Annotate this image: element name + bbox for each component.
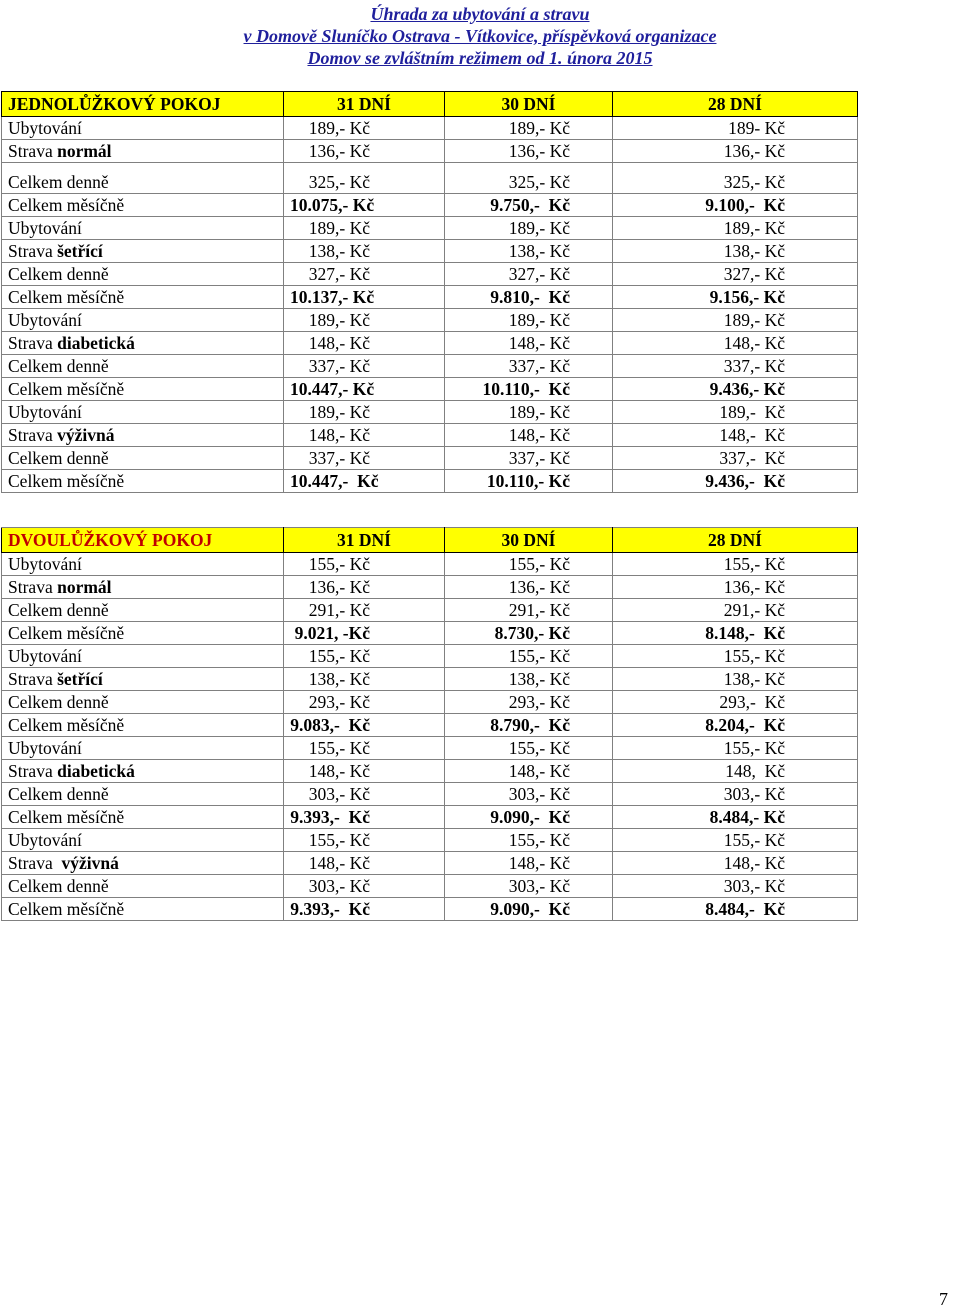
table-row (2, 263, 858, 286)
row-label-text: Ubytování (8, 830, 82, 850)
price-cell: 189,- Kč (284, 117, 445, 140)
row-label-text: Celkem měsíčně (8, 715, 125, 735)
price-cell: 138,- Kč (613, 668, 858, 691)
price-cell: 9.393,- Kč (284, 806, 445, 829)
row-label (2, 806, 284, 829)
price-cell: 148, Kč (613, 760, 858, 783)
table-row (2, 355, 858, 378)
row-label (2, 898, 284, 921)
row-label-text: Celkem denně (8, 784, 109, 804)
row-label (2, 599, 284, 622)
row-label (2, 691, 284, 714)
price-cell: 136,- Kč (284, 576, 445, 599)
price-cell: 189,- Kč (613, 217, 858, 240)
row-label-text: Celkem měsíčně (8, 899, 125, 919)
price-cell: 189,- Kč (284, 309, 445, 332)
table-row (2, 714, 858, 737)
table-row (2, 760, 858, 783)
price-cell: 9.750,- Kč (445, 194, 613, 217)
table-row (2, 599, 858, 622)
table-row (2, 286, 858, 309)
price-cell: 138,- Kč (445, 668, 613, 691)
double-room-table (1, 527, 858, 921)
price-cell: 148,- Kč (445, 760, 613, 783)
row-label (2, 737, 284, 760)
table-row (2, 378, 858, 401)
price-cell: 189- Kč (613, 117, 858, 140)
row-label (2, 401, 284, 424)
row-label (2, 163, 284, 194)
price-cell: 189,- Kč (284, 401, 445, 424)
row-label (2, 783, 284, 806)
price-cell: 291,- Kč (613, 599, 858, 622)
row-label-text: Strava (8, 141, 58, 161)
row-label (2, 332, 284, 355)
price-cell: 138,- Kč (445, 240, 613, 263)
row-label-text: Celkem měsíčně (8, 287, 125, 307)
row-label-text: Celkem denně (8, 264, 109, 284)
price-cell: 155,- Kč (613, 737, 858, 760)
price-cell: 9.436,- Kč (613, 470, 858, 493)
price-cell: 291,- Kč (445, 599, 613, 622)
double-room-col-header: 28 DNÍ (613, 528, 858, 553)
single-room-col-header: 31 DNÍ (284, 92, 445, 117)
price-cell: 8.730,- Kč (445, 622, 613, 645)
doc-valid-from: Domov se zvláštním režimem od 1. února 2015 (307, 48, 653, 68)
price-cell: 138,- Kč (284, 240, 445, 263)
price-cell: 189,- Kč (445, 117, 613, 140)
price-cell: 136,- Kč (613, 140, 858, 163)
row-label (2, 378, 284, 401)
price-cell: 303,- Kč (613, 783, 858, 806)
table-row (2, 194, 858, 217)
price-cell: 155,- Kč (284, 645, 445, 668)
table-row (2, 163, 858, 194)
price-cell: 10.110,- Kč (445, 470, 613, 493)
table-row (2, 829, 858, 852)
table-row (2, 852, 858, 875)
row-label-text: Celkem denně (8, 356, 109, 376)
price-cell: 9.436,- Kč (613, 378, 858, 401)
table-row (2, 240, 858, 263)
row-label (2, 140, 284, 163)
diet-type: výživná (57, 425, 115, 445)
price-cell: 8.148,- Kč (613, 622, 858, 645)
price-cell: 325,- Kč (445, 163, 613, 194)
diet-type: diabetická (57, 333, 135, 353)
table-row (2, 576, 858, 599)
row-label-text: Celkem denně (8, 600, 109, 620)
price-cell: 325,- Kč (613, 163, 858, 194)
row-label (2, 622, 284, 645)
row-label-text: Strava (8, 333, 58, 353)
price-cell: 148,- Kč (613, 332, 858, 355)
row-label-text: Celkem měsíčně (8, 807, 125, 827)
price-cell: 9.100,- Kč (613, 194, 858, 217)
row-label-text: Celkem denně (8, 692, 109, 712)
table-row (2, 875, 858, 898)
table-row (2, 140, 858, 163)
price-cell: 189,- Kč (445, 309, 613, 332)
single-room-header-row (2, 92, 858, 117)
row-label (2, 760, 284, 783)
table-row (2, 447, 858, 470)
price-cell: 327,- Kč (613, 263, 858, 286)
row-label (2, 263, 284, 286)
price-cell: 9.021, -Kč (284, 622, 445, 645)
price-cell: 136,- Kč (284, 140, 445, 163)
price-cell: 148,- Kč (613, 852, 858, 875)
diet-type: normál (57, 141, 112, 161)
price-cell: 337,- Kč (613, 355, 858, 378)
row-label-text: Ubytování (8, 646, 82, 666)
price-cell: 10.075,- Kč (284, 194, 445, 217)
table-row (2, 691, 858, 714)
price-cell: 155,- Kč (445, 645, 613, 668)
price-cell: 155,- Kč (613, 553, 858, 576)
row-label-text: Strava (8, 577, 58, 597)
price-cell: 9.810,- Kč (445, 286, 613, 309)
table-row (2, 898, 858, 921)
table-row (2, 117, 858, 140)
row-label (2, 576, 284, 599)
row-label-text: Ubytování (8, 310, 82, 330)
price-cell: 8.204,- Kč (613, 714, 858, 737)
price-cell: 155,- Kč (445, 737, 613, 760)
price-cell: 325,- Kč (284, 163, 445, 194)
price-cell: 148,- Kč (613, 424, 858, 447)
price-cell: 293,- Kč (445, 691, 613, 714)
table-row (2, 553, 858, 576)
price-cell: 148,- Kč (445, 424, 613, 447)
row-label (2, 117, 284, 140)
row-label-text: Celkem denně (8, 448, 109, 468)
table-row (2, 622, 858, 645)
price-cell: 189,- Kč (613, 401, 858, 424)
row-label (2, 470, 284, 493)
price-cell: 8.790,- Kč (445, 714, 613, 737)
price-cell: 9.393,- Kč (284, 898, 445, 921)
price-cell: 136,- Kč (445, 576, 613, 599)
price-cell: 189,- Kč (613, 309, 858, 332)
price-cell: 155,- Kč (284, 829, 445, 852)
row-label-text: Celkem měsíčně (8, 471, 125, 491)
price-cell: 10.110,- Kč (445, 378, 613, 401)
doc-subtitle: v Domově Sluníčko Ostrava - Vítkovice, příspěvková organizace (243, 26, 717, 46)
price-cell: 155,- Kč (613, 829, 858, 852)
price-cell: 10.447,- Kč (284, 378, 445, 401)
price-cell: 327,- Kč (445, 263, 613, 286)
row-label-text: Celkem měsíčně (8, 195, 125, 215)
price-cell: 327,- Kč (284, 263, 445, 286)
page-number: 7 (939, 1289, 948, 1309)
price-cell: 136,- Kč (445, 140, 613, 163)
price-cell: 8.484,- Kč (613, 898, 858, 921)
price-cell: 148,- Kč (445, 332, 613, 355)
price-cell: 148,- Kč (284, 424, 445, 447)
row-label-text: Strava (8, 761, 58, 781)
row-label (2, 875, 284, 898)
row-label-text: Celkem denně (8, 876, 109, 896)
row-label (2, 829, 284, 852)
price-cell: 291,- Kč (284, 599, 445, 622)
table-row (2, 806, 858, 829)
diet-type: šetřící (57, 241, 103, 261)
row-label (2, 553, 284, 576)
price-cell: 136,- Kč (613, 576, 858, 599)
row-label-text: Strava (8, 241, 58, 261)
double-room-header-row (2, 528, 858, 553)
double-room-col-header: 31 DNÍ (284, 528, 445, 553)
price-cell: 155,- Kč (613, 645, 858, 668)
single-room-title: JEDNOLŮŽKOVÝ POKOJ (2, 92, 284, 117)
price-cell: 10.137,- Kč (284, 286, 445, 309)
row-label (2, 424, 284, 447)
table-row (2, 217, 858, 240)
diet-type: diabetická (57, 761, 135, 781)
row-label-text: Ubytování (8, 118, 82, 138)
single-room-table (1, 91, 858, 493)
price-cell: 303,- Kč (284, 783, 445, 806)
price-cell: 148,- Kč (284, 852, 445, 875)
price-cell: 303,- Kč (445, 875, 613, 898)
double-room-col-header: 30 DNÍ (445, 528, 613, 553)
row-label-text: Celkem měsíčně (8, 623, 125, 643)
price-cell: 9.090,- Kč (445, 806, 613, 829)
price-cell: 148,- Kč (445, 852, 613, 875)
row-label (2, 852, 284, 875)
price-cell: 303,- Kč (284, 875, 445, 898)
price-cell: 337,- Kč (284, 447, 445, 470)
price-cell: 337,- Kč (613, 447, 858, 470)
row-label (2, 645, 284, 668)
price-cell: 138,- Kč (613, 240, 858, 263)
row-label (2, 217, 284, 240)
table-row (2, 401, 858, 424)
row-label-text: Ubytování (8, 738, 82, 758)
table-row (2, 737, 858, 760)
price-cell: 148,- Kč (284, 332, 445, 355)
row-label (2, 309, 284, 332)
row-label (2, 447, 284, 470)
price-cell: 155,- Kč (284, 737, 445, 760)
table-row (2, 668, 858, 691)
row-label-text: Ubytování (8, 554, 82, 574)
price-cell: 155,- Kč (445, 553, 613, 576)
row-label (2, 194, 284, 217)
price-cell: 9.090,- Kč (445, 898, 613, 921)
price-cell: 337,- Kč (445, 447, 613, 470)
single-room-col-header: 28 DNÍ (613, 92, 858, 117)
price-cell: 189,- Kč (445, 217, 613, 240)
diet-type: šetřící (57, 669, 103, 689)
price-cell: 155,- Kč (284, 553, 445, 576)
price-cell: 138,- Kč (284, 668, 445, 691)
row-label-text: Strava (8, 669, 58, 689)
table-row (2, 645, 858, 668)
price-cell: 337,- Kč (445, 355, 613, 378)
price-cell: 293,- Kč (284, 691, 445, 714)
row-label-text: Celkem měsíčně (8, 379, 125, 399)
table-row (2, 470, 858, 493)
price-cell: 303,- Kč (445, 783, 613, 806)
row-label (2, 668, 284, 691)
table-row (2, 332, 858, 355)
price-cell: 303,- Kč (613, 875, 858, 898)
doc-title: Úhrada za ubytování a stravu (370, 4, 590, 24)
row-label-text: Strava (8, 425, 58, 445)
double-room-title: DVOULŮŽKOVÝ POKOJ (2, 528, 284, 553)
table-row (2, 424, 858, 447)
row-label-text: Strava (8, 853, 62, 873)
row-label (2, 355, 284, 378)
price-cell: 9.156,- Kč (613, 286, 858, 309)
row-label-text: Celkem denně (8, 172, 109, 192)
price-cell: 10.447,- Kč (284, 470, 445, 493)
row-label (2, 714, 284, 737)
row-label (2, 286, 284, 309)
diet-type: výživná (61, 853, 119, 873)
diet-type: normál (57, 577, 112, 597)
table-row (2, 309, 858, 332)
row-label (2, 240, 284, 263)
price-cell: 189,- Kč (284, 217, 445, 240)
price-cell: 337,- Kč (284, 355, 445, 378)
price-cell: 293,- Kč (613, 691, 858, 714)
row-label-text: Ubytování (8, 218, 82, 238)
price-cell: 189,- Kč (445, 401, 613, 424)
price-cell: 155,- Kč (445, 829, 613, 852)
table-row (2, 783, 858, 806)
price-cell: 9.083,- Kč (284, 714, 445, 737)
price-cell: 148,- Kč (284, 760, 445, 783)
row-label-text: Ubytování (8, 402, 82, 422)
single-room-col-header: 30 DNÍ (445, 92, 613, 117)
price-cell: 8.484,- Kč (613, 806, 858, 829)
